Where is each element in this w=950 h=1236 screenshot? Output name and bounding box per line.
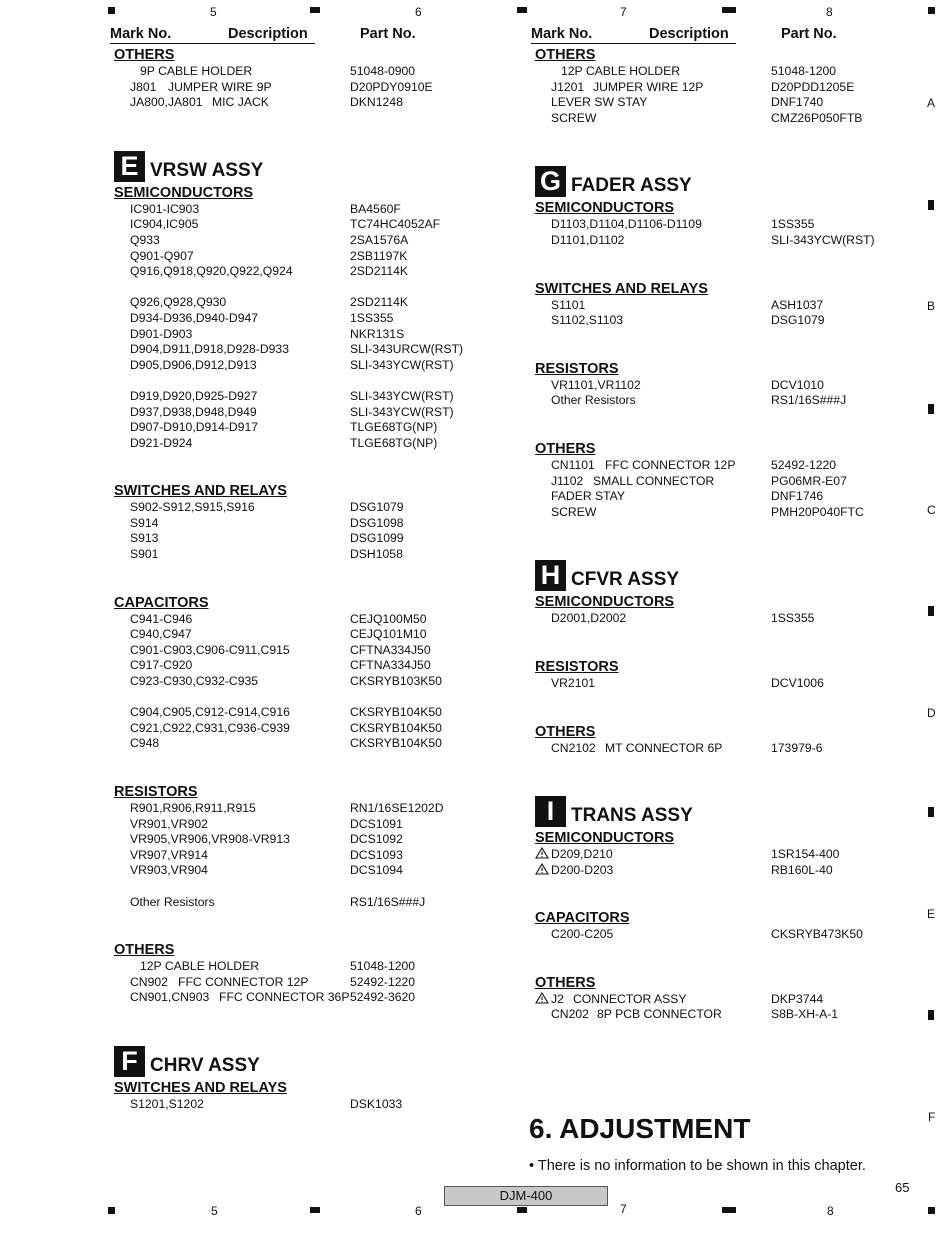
list-item: SCREW CMZ26P050FTB — [551, 110, 863, 125]
assembly-title: CHRV ASSY — [150, 1054, 260, 1076]
frame-mark — [108, 1207, 115, 1214]
column-number: 6 — [415, 1204, 422, 1218]
list-item: D901-D903 NKR131S — [130, 326, 405, 341]
assembly-heading — [531, 166, 931, 200]
list-item: D1101,D1102 SLI-343YCW(RST) — [551, 232, 875, 247]
list-item: S914 DSG1098 — [130, 515, 404, 530]
header-mark: Mark No. — [110, 26, 172, 42]
section-title: OTHERS — [535, 723, 596, 740]
assembly-heading — [531, 796, 931, 830]
assembly-title: FADER ASSY — [571, 175, 692, 197]
list-item: Q933 2SA1576A — [130, 232, 409, 247]
column-number: 8 — [826, 5, 833, 19]
row-letter: F — [928, 1110, 936, 1124]
section-title: RESISTORS — [114, 784, 198, 800]
section-title: RESISTORS — [535, 360, 619, 377]
list-item: VR1101,VR1102 DCV1010 — [551, 377, 824, 392]
frame-mark — [722, 1207, 736, 1213]
assembly-title: CFVR ASSY — [571, 569, 680, 591]
list-item: C904,C905,C912-C914,C916 CKSRYB104K50 — [130, 705, 442, 720]
section-title: CAPACITORS — [114, 594, 209, 611]
section-title: SEMICONDUCTORS — [535, 594, 675, 611]
list-item: D904,D911,D918,D928-D933 SLI-343URCW(RST) — [130, 342, 464, 357]
section-title: SEMICONDUCTORS — [535, 200, 675, 217]
list-item: FADER STAY DNF1746 — [551, 489, 824, 504]
model-label: DJM-400 — [444, 1186, 608, 1206]
assembly-heading — [110, 1046, 510, 1080]
list-item: C917-C920 CFTNA334J50 — [130, 658, 431, 673]
section-title: OTHERS — [114, 942, 175, 959]
list-item: J2 CONNECTOR ASSY DKP3744 — [531, 992, 931, 1008]
frame-mark — [722, 7, 736, 13]
list-item: VR905,VR906,VR908-VR913 DCS1092 — [130, 832, 403, 847]
list-item: Q901-Q907 2SB1197K — [130, 248, 408, 263]
list-item: S1201,S1202 DSK1033 — [130, 1096, 403, 1111]
list-item: D905,D906,D912,D913 SLI-343YCW(RST) — [130, 357, 454, 372]
left-column — [110, 24, 510, 1113]
list-item: S913 DSG1099 — [130, 531, 404, 546]
list-item: LEVER SW STAY DNF1740 — [551, 95, 824, 110]
chapter-title: 6. ADJUSTMENT — [529, 1113, 751, 1144]
list-item: D921-D924 TLGE68TG(NP) — [130, 435, 438, 450]
assembly-title: TRANS ASSY — [571, 805, 693, 827]
page-number: 65 — [895, 1180, 910, 1195]
section-title: CAPACITORS — [535, 910, 630, 927]
list-item: D209,D210 1SR154-400 — [531, 847, 931, 863]
list-item: C921,C922,C931,C936-C939 CKSRYB104K50 — [130, 720, 442, 735]
assembly-heading — [110, 151, 510, 185]
assembly-letter: F — [114, 1046, 145, 1077]
frame-mark — [517, 1207, 527, 1213]
list-item: IC904,IC905 TC74HC4052AF — [130, 217, 441, 232]
frame-mark — [310, 1207, 320, 1213]
header-description: Description — [649, 26, 729, 42]
row-letter: D — [927, 706, 936, 720]
list-item: D2001,D2002 1SS355 — [551, 611, 815, 626]
section-title: RESISTORS — [535, 658, 619, 675]
column-number: 7 — [620, 1202, 627, 1216]
row-letter: B — [927, 299, 936, 313]
list-item: C940,C947 CEJQ101M10 — [130, 627, 427, 642]
section-title: SWITCHES AND RELAYS — [535, 280, 708, 297]
list-item: J1201 JUMPER WIRE 12P D20PDD1205E — [551, 79, 855, 94]
column-header — [110, 24, 510, 46]
frame-mark — [108, 7, 115, 14]
section-title: SWITCHES AND RELAYS — [114, 483, 287, 500]
list-item: D200-D203 RB160L-40 — [531, 863, 931, 879]
list-item: CN901,CN903 FFC CONNECTOR 36P 52492-3620 — [130, 990, 416, 1005]
header-description: Description — [228, 26, 308, 42]
list-item: 12P CABLE HOLDER 51048-1200 — [140, 959, 416, 974]
assembly-title: VRSW ASSY — [150, 159, 264, 181]
list-item: D907-D910,D914-D917 TLGE68TG(NP) — [130, 420, 438, 435]
list-item: 9P CABLE HOLDER 51048-0900 — [140, 64, 416, 78]
list-item: R901,R906,R911,R915 RN1/16SE1202D — [130, 801, 444, 815]
section-title: OTHERS — [535, 974, 596, 991]
list-item: Q926,Q928,Q930 2SD2114K — [130, 295, 409, 310]
list-item: Other Resistors RS1/16S###J — [130, 894, 426, 909]
frame-mark — [928, 1207, 935, 1214]
column-header — [531, 24, 931, 46]
row-letter: A — [927, 96, 936, 110]
column-number: 8 — [827, 1204, 834, 1218]
list-item: S902-S912,S915,S916 DSG1079 — [130, 500, 404, 515]
list-item: CN2102 MT CONNECTOR 6P 173979-6 — [551, 740, 823, 755]
column-number: 7 — [620, 5, 627, 19]
list-item: C901-C903,C906-C911,C915 CFTNA334J50 — [130, 642, 431, 657]
list-item: S1101 ASH1037 — [551, 297, 824, 312]
list-item: C948 CKSRYB104K50 — [130, 736, 442, 751]
row-letter: E — [927, 907, 936, 921]
assembly-heading — [531, 560, 931, 594]
list-item: JA800,JA801 MIC JACK DKN1248 — [130, 95, 403, 110]
column-number: 6 — [415, 5, 422, 19]
assembly-letter: G — [535, 166, 566, 197]
header-rule — [531, 43, 736, 44]
list-item: C941-C946 CEJQ100M50 — [130, 611, 427, 626]
list-item: D1103,D1104,D1106-D1109 1SS355 — [551, 217, 815, 232]
list-item: S901 DSH1058 — [130, 547, 403, 562]
list-item: D937,D938,D948,D949 SLI-343YCW(RST) — [130, 404, 454, 419]
header-rule — [110, 43, 315, 44]
list-item: VR901,VR902 DCS1091 — [130, 816, 403, 831]
list-item: C200-C205 CKSRYB473K50 — [551, 927, 863, 942]
section-title: OTHERS — [535, 440, 596, 457]
section-title: SWITCHES AND RELAYS — [114, 1079, 287, 1096]
list-item: 12P CABLE HOLDER 51048-1200 — [561, 64, 837, 78]
assembly-letter: H — [535, 560, 566, 591]
frame-mark — [310, 7, 320, 13]
list-item: CN1101 FFC CONNECTOR 12P 52492-1220 — [551, 457, 837, 472]
list-item: J1102 SMALL CONNECTOR PG06MR-E07 — [551, 473, 847, 488]
list-item: CN202 8P PCB CONNECTOR S8B-XH-A-1 — [551, 1007, 839, 1022]
section-title: OTHERS — [114, 47, 175, 63]
warning-icon — [535, 992, 549, 1008]
header-mark: Mark No. — [531, 26, 593, 42]
list-item: Other Resistors RS1/16S###J — [551, 393, 847, 408]
list-item: C923-C930,C932-C935 CKSRYB103K50 — [130, 674, 442, 689]
header-part: Part No. — [781, 26, 837, 42]
chapter-note: • There is no information to be shown in this chapter. — [529, 1158, 866, 1174]
list-item: VR907,VR914 DCS1093 — [130, 847, 403, 862]
list-item: D934-D936,D940-D947 1SS355 — [130, 310, 394, 325]
section-title: SEMICONDUCTORS — [535, 830, 675, 847]
list-item: VR903,VR904 DCS1094 — [130, 863, 403, 878]
list-item: Q916,Q918,Q920,Q922,Q924 2SD2114K — [130, 264, 409, 279]
list-item: S1102,S1103 DSG1079 — [551, 313, 825, 328]
column-number: 5 — [210, 5, 217, 19]
assembly-letter: I — [535, 796, 566, 827]
list-item: VR2101 DCV1006 — [551, 675, 824, 690]
warning-icon — [535, 847, 549, 863]
column-number: 5 — [211, 1204, 218, 1218]
frame-mark — [928, 7, 935, 14]
list-item: CN902 FFC CONNECTOR 12P 52492-1220 — [130, 974, 416, 989]
warning-icon — [535, 863, 549, 879]
right-column — [531, 24, 931, 1023]
header-part: Part No. — [360, 26, 416, 42]
list-item: D919,D920,D925-D927 SLI-343YCW(RST) — [130, 388, 454, 403]
section-title: OTHERS — [535, 47, 596, 63]
assembly-letter: E — [114, 151, 145, 182]
list-item: SCREW PMH20P040FTC — [551, 504, 864, 519]
section-title: SEMICONDUCTORS — [114, 184, 254, 201]
frame-mark — [517, 7, 527, 13]
list-item: J801 JUMPER WIRE 9P D20PDY0910E — [130, 79, 433, 94]
list-item: IC901-IC903 BA4560F — [130, 201, 401, 216]
row-letter: C — [927, 503, 936, 517]
